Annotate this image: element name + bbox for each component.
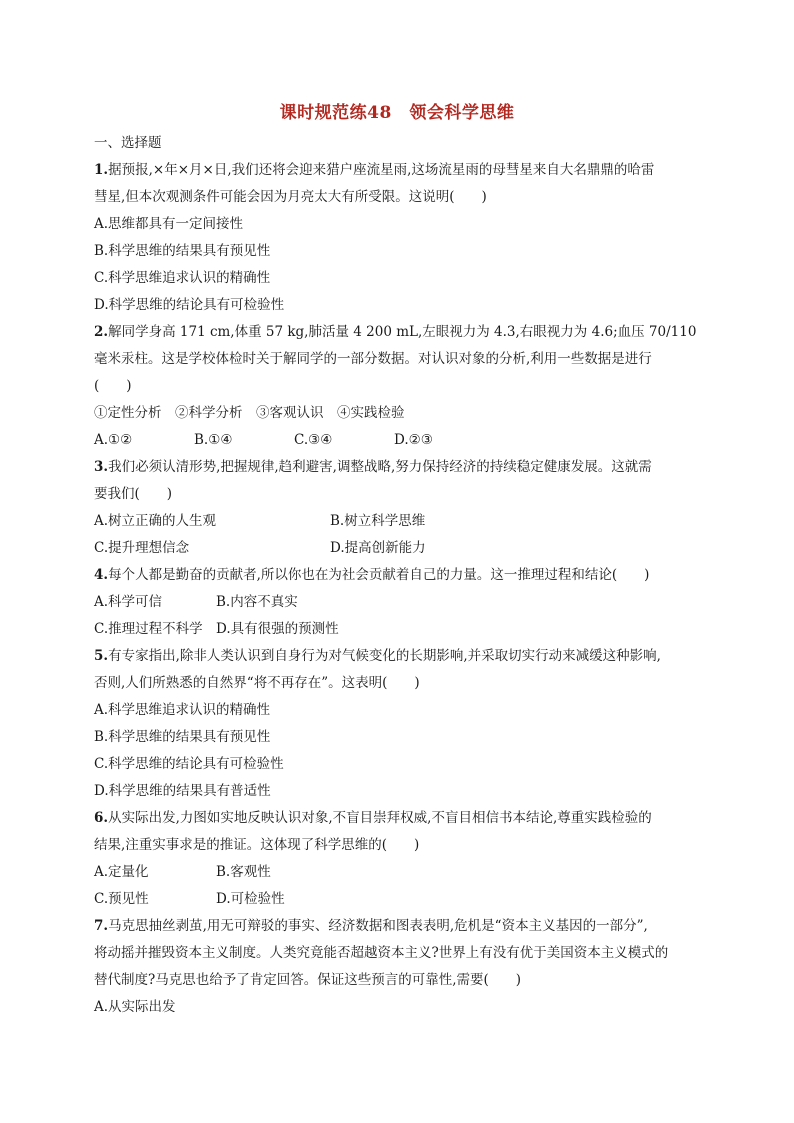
option-a: A.科学可信 <box>94 594 163 610</box>
option-c: C.科学思维的结论具有可检验性 <box>94 756 284 772</box>
option-d: D.科学思维的结果具有普适性 <box>94 783 271 799</box>
question-items: ①定性分析 ②科学分析 ③客观认识 ④实践检验 <box>94 405 405 421</box>
option-b: B.科学思维的结果具有预见性 <box>94 243 271 259</box>
question-number: 3. <box>94 459 109 475</box>
option-c: C.预见性 <box>94 891 149 907</box>
question-text-line: 毫米汞柱。这是学校体检时关于解同学的一部分数据。对认识对象的分析,利用一些数据是进行 <box>94 351 652 367</box>
option-row <box>94 890 700 908</box>
question-number: 2. <box>94 324 109 340</box>
option-d: D.提高创新能力 <box>330 540 426 556</box>
question-text-line: 6.从实际出发,力图如实地反映认识对象,不盲目崇拜权威,不盲目相信书本结论,尊重实践检验的 <box>94 810 652 826</box>
option-b: B.内容不真实 <box>216 594 298 610</box>
option-row <box>94 620 700 638</box>
option-b: B.客观性 <box>216 864 271 880</box>
question-list <box>94 134 700 1025</box>
question-text-line: 3.我们必须认清形势,把握规律,趋利避害,调整战略,努力保持经济的持续稳定健康发展。这就需 <box>94 459 652 475</box>
question-number: 4. <box>94 567 109 583</box>
page-title: 课时规范练48 领会科学思维 <box>279 103 515 123</box>
option-b: B.①④ <box>194 432 233 448</box>
question-text-line: 否则,人们所熟悉的自然界“将不再存在”。这表明( ) <box>94 675 420 691</box>
option-a: A.树立正确的人生观 <box>94 513 217 529</box>
question-text-line: 2.解同学身高 171 cm,体重 57 kg,肺活量 4 200 mL,左眼视力为 4.3,右眼视力为 4.6;血压 70/110 <box>94 324 697 340</box>
question-text-line: 5.有专家指出,除非人类认识到自身行为对气候变化的长期影响,并采取切实行动来减缓这种影响, <box>94 648 661 664</box>
question-1 <box>94 161 700 314</box>
option-b: B.树立科学思维 <box>330 513 426 529</box>
option-d: D.②③ <box>394 432 433 448</box>
option-row <box>94 593 700 611</box>
option-a: A.①② <box>94 432 133 448</box>
option-a: A.定量化 <box>94 864 149 880</box>
option-row <box>94 512 700 530</box>
section-heading: 一、选择题 <box>94 135 162 151</box>
question-7 <box>94 917 700 1016</box>
question-text-line: 7.马克思抽丝剥茧,用无可辩驳的事实、经济数据和图表表明,危机是“资本主义基因的一部分”, <box>94 918 648 934</box>
option-c: C.推理过程不科学 <box>94 621 203 637</box>
option-a: A.思维都具有一定间接性 <box>94 216 244 232</box>
option-a: A.从实际出发 <box>94 999 176 1015</box>
question-text-line: ( ) <box>94 378 132 394</box>
option-row <box>94 863 700 881</box>
option-row <box>94 431 700 449</box>
question-text-line: 要我们( ) <box>94 486 173 502</box>
question-5 <box>94 647 700 800</box>
option-d: D.科学思维的结论具有可检验性 <box>94 297 285 313</box>
option-d: D.具有很强的预测性 <box>216 621 339 637</box>
option-row <box>94 539 700 557</box>
question-number: 7. <box>94 918 109 934</box>
question-number: 5. <box>94 648 109 664</box>
question-text-line: 结果,注重实事求是的推证。这体现了科学思维的( ) <box>94 837 420 853</box>
question-text-line: 1.据预报,×年×月×日,我们还将会迎来猎户座流星雨,这场流星雨的母彗星来自大名鼎鼎的哈雷 <box>94 162 655 178</box>
question-3 <box>94 458 700 557</box>
option-a: A.科学思维追求认识的精确性 <box>94 702 271 718</box>
question-number: 1. <box>94 162 109 178</box>
option-b: B.科学思维的结果具有预见性 <box>94 729 271 745</box>
question-text-line: 将动摇并摧毁资本主义制度。人类究竟能否超越资本主义?世界上有没有优于美国资本主义模式的 <box>94 945 669 961</box>
question-text-line: 彗星,但本次观测条件可能会因为月亮太大有所受限。这说明( ) <box>94 189 487 205</box>
option-c: C.③④ <box>294 432 333 448</box>
question-number: 6. <box>94 810 109 826</box>
question-2 <box>94 323 700 449</box>
option-d: D.可检验性 <box>216 891 285 907</box>
option-c: C.科学思维追求认识的精确性 <box>94 270 271 286</box>
question-4 <box>94 566 700 638</box>
option-c: C.提升理想信念 <box>94 540 190 556</box>
question-6 <box>94 809 700 908</box>
question-text-line: 替代制度?马克思也给予了肯定回答。保证这些预言的可靠性,需要( ) <box>94 972 522 988</box>
question-text-line: 4.每个人都是勤奋的贡献者,所以你也在为社会贡献着自己的力量。这一推理过程和结论( ) <box>94 567 650 583</box>
